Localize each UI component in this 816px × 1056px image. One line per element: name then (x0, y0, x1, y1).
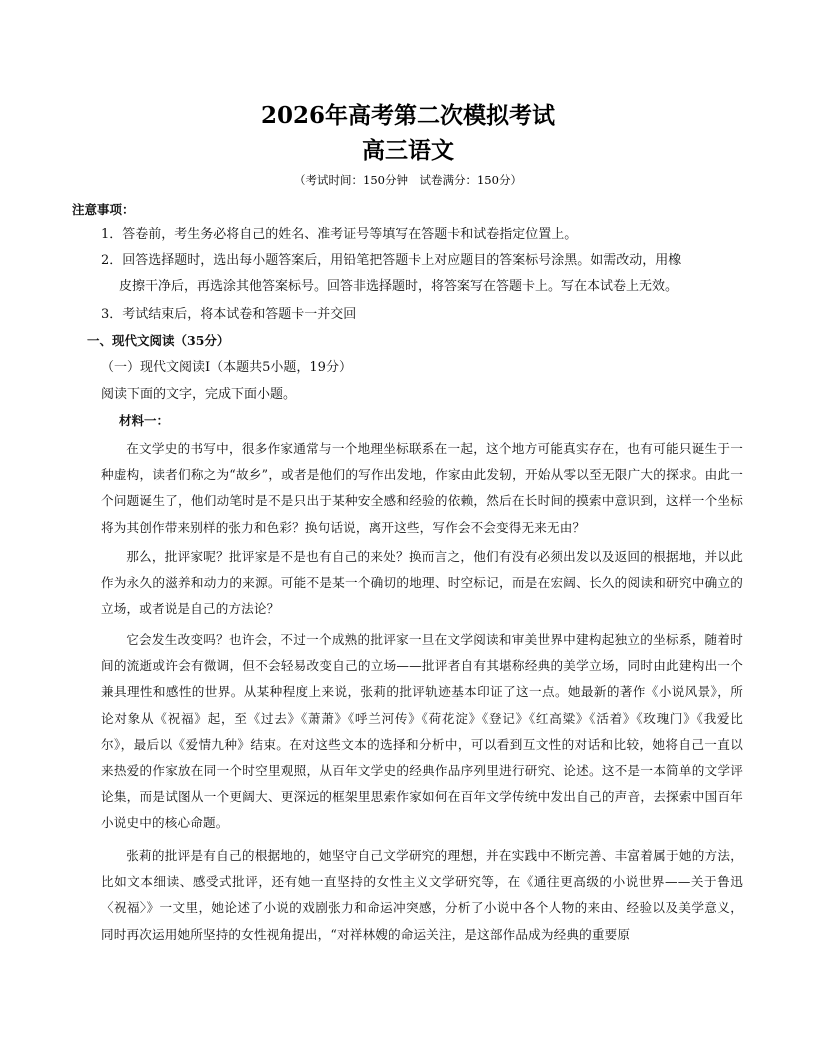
section-subheading: （一）现代文阅读Ⅰ（本题共5小题，19分） (101, 360, 352, 375)
exam-subject: 高三语文 (362, 137, 454, 164)
paragraph-1: 在文学史的书写中，很多作家通常与一个地理坐标联系在一起，这个地方可能真实存在，也有可能只诞生于一种虚构，读者们称之为“故乡”，或者是他们的写作出发地，作家由此发轫，开始从零以至无限广大的探求。由此一个问题诞生了，他们动笔时是不是只出于某种安全感和经验的依赖，然后在长时间的摸索中意识到，这样一个坐标将为其创作带来别样的张力和色彩？换句话说，离开这些，写作会不会变得无来无由？ (101, 441, 743, 535)
notice-item-2-line-2: 皮擦干净后，再选涂其他答案标号。回答非选择题时，将答案写在答题卡上。写在本试卷上无效。 (119, 279, 679, 294)
notice-item-1: 1．答卷前，考生务必将自己的姓名、准考证号等填写在答题卡和试卷指定位置上。 (101, 227, 578, 242)
paragraph-2: 那么，批评家呢？批评家是不是也有自己的来处？换而言之，他们有没有必须出发以及返回的根据地，并以此作为永久的滋养和动力的来源。可能不是某一个确切的地理、时空标记，而是在宏阔、长久的阅读和研究中确立的立场，或者说是自己的方法论？ (101, 549, 743, 617)
notice-item-2-line-1: 2．回答选择题时，选出每小题答案后，用铅笔把答题卡上对应题目的答案标号涂黑。如需改动，用橡 (101, 253, 682, 268)
paragraph-4: 张莉的批评是有自己的根据地的，她坚守自己文学研究的理想，并在实践中不断完善、丰富着属于她的方法，比如文本细读、感受式批评，还有她一直坚持的女性主义文学研究等，在《通往更高级的小说世界——关于鲁迅〈祝福〉》一文里，她论述了小说的戏剧张力和命运冲突感，分析了小说中各个人物的来由、经验以及美学意义，同时再次运用她所坚持的女性视角提出，“对祥林嫂的命运关注，是这部作品成为经典的重要原 (101, 848, 743, 942)
material-label: 材料一： (119, 413, 170, 428)
section-heading: 一、现代文阅读（35分） (87, 333, 230, 348)
notice-heading: 注意事项： (72, 202, 135, 217)
notice-item-3: 3．考试结束后，将本试卷和答题卡一并交回 (101, 307, 357, 322)
reading-instruction: 阅读下面的文字，完成下面小题。 (101, 387, 297, 402)
paragraph-3: 它会发生改变吗？也许会，不过一个成熟的批评家一旦在文学阅读和审美世界中建构起独立的坐标系，随着时间的流逝或许会有微调，但不会轻易改变自己的立场——批评者自有其堪称经典的美学立场，同时由此建构出一个兼具理性和感性的世界。从某种程度上来说，张莉的批评轨迹基本印证了这一点。她最新的著作《小说风景》，所论对象从《祝福》起，至《过去》《萧萧》《呼兰河传》《荷花淀》《登记》《红高粱》《活着》《玫瑰门》《我爱比尔》，最后以《爱情九种》结束。在对这些文本的选择和分析中，可以看到互文性的对话和比较，她将自己一直以来热爱的作家放在同一个时空里观照，从百年文学史的经典作品序列里进行研究、论述。这不是一本简单的文学评论集，而是试图从一个更阔大、更深远的框架里思索作家如何在百年文学传统中发出自己的声音，去探索中国百年小说史中的核心命题。 (101, 632, 743, 831)
exam-title: 2026年高考第二次模拟考试 (260, 102, 555, 129)
exam-info: （考试时间：150分钟 试卷满分：150分） (294, 173, 522, 187)
